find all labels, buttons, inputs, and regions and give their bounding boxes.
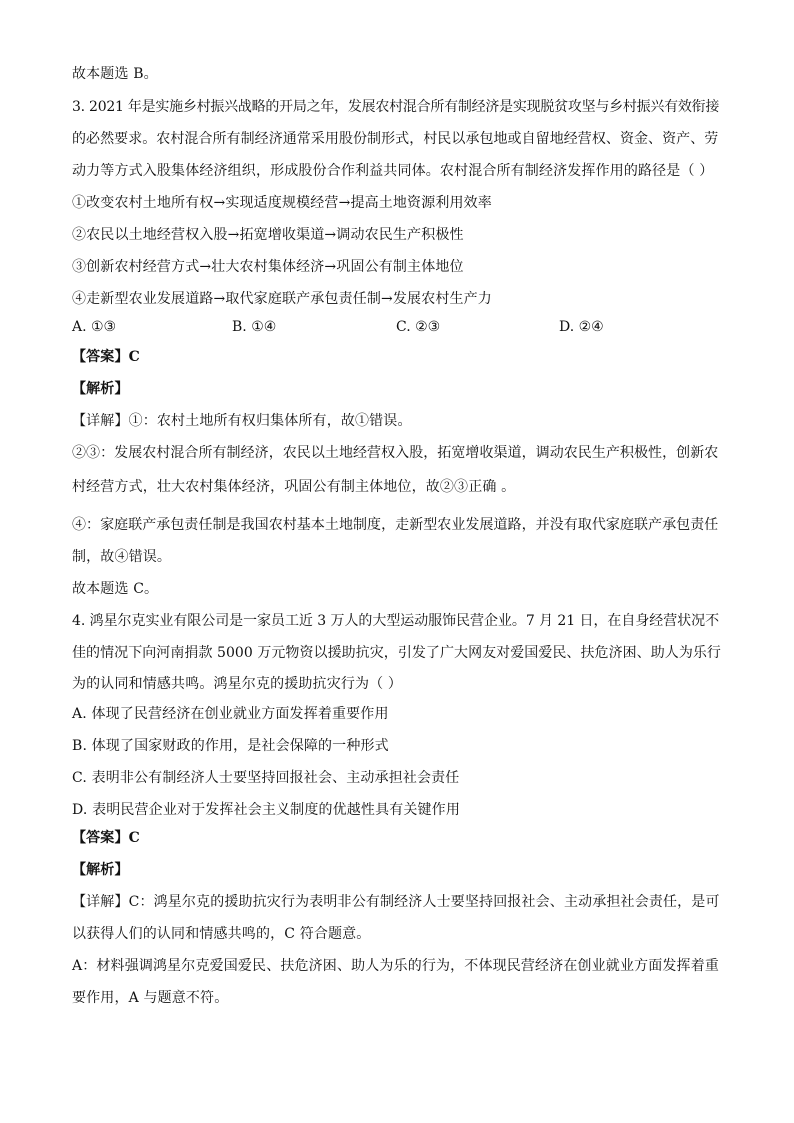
q4-analysis-heading: 【解析】 xyxy=(72,862,129,878)
q4-option-b: B. 体现了国家财政的作用，是社会保障的一种形式 xyxy=(72,738,389,754)
q4-stem-line-2: 佳的情况下向河南捐款 5000 万元物资以援助抗灾，引发了广大网友对爱国爱民、扶危济困、助人为乐行 xyxy=(72,645,721,661)
q4-detail-line-1: 【详解】C：鸿星尔克的援助抗灾行为表明非公有制经济人士要坚持回报社会、主动承担社会责任，是可 xyxy=(72,894,720,910)
q3-statement-4: ④走新型农业发展道路→取代家庭联产承包责任制→发展农村生产力 xyxy=(72,291,492,307)
q3-analysis-heading: 【解析】 xyxy=(72,381,129,397)
prev-question-conclusion: 故本题选 B。 xyxy=(72,66,158,82)
q3-answer: 【答案】C xyxy=(72,349,140,365)
q3-option-a: A. ①③ xyxy=(72,319,117,335)
q3-options-row xyxy=(72,317,722,337)
q3-detail-line-3: 村经营方式，壮大农村集体经济，巩固公有制主体地位，故②③正确 。 xyxy=(72,479,516,495)
q3-stem-line-2: 的必然要求。农村混合所有制经济通常采用股份制形式，村民以承包地或自留地经营权、资金、资产、劳 xyxy=(72,131,719,147)
q3-stem-line-3: 动力等方式入股集体经济组织，形成股份合作利益共同体。农村混合所有制经济发挥作用的路径是（ ） xyxy=(72,163,714,179)
q3-conclusion: 故本题选 C。 xyxy=(72,581,159,597)
q3-statement-1: ①改变农村土地所有权→实现适度规模经营→提高土地资源利用效率 xyxy=(72,195,492,211)
q4-detail-line-4: 要作用，A 与题意不符。 xyxy=(72,990,229,1006)
q3-detail-line-5: 制，故④错误。 xyxy=(72,549,172,565)
q4-option-c: C. 表明非公有制经济人士要坚持回报社会、主动承担社会责任 xyxy=(72,770,460,786)
q4-option-d: D. 表明民营企业对于发挥社会主义制度的优越性具有关键作用 xyxy=(72,802,460,818)
q4-answer: 【答案】C xyxy=(72,830,140,846)
q4-detail-line-2: 以获得人们的认同和情感共鸣的，C 符合题意。 xyxy=(72,926,371,942)
q3-option-d: D. ②④ xyxy=(559,319,604,335)
q3-detail-line-1: 【详解】①：农村土地所有权归集体所有，故①错误。 xyxy=(72,413,412,429)
q3-statement-2: ②农民以土地经营权入股→拓宽增收渠道→调动农民生产积极性 xyxy=(72,227,464,243)
q3-detail-line-4: ④：家庭联产承包责任制是我国农村基本土地制度，走新型农业发展道路，并没有取代家庭联产承包责任 xyxy=(72,517,719,533)
q4-stem-line-3: 为的认同和情感共鸣。鸿星尔克的援助抗灾行为（ ） xyxy=(72,676,403,692)
q3-statement-3: ③创新农村经营方式→壮大农村集体经济→巩固公有制主体地位 xyxy=(72,259,464,275)
q3-option-b: B. ①④ xyxy=(232,319,277,335)
q4-option-a: A. 体现了民营经济在创业就业方面发挥着重要作用 xyxy=(72,706,389,722)
q3-stem-line-1: 3. 2021 年是实施乡村振兴战略的开局之年，发展农村混合所有制经济是实现脱贫攻坚与乡村振兴有效衔接 xyxy=(72,99,720,115)
q3-detail-line-2: ②③：发展农村混合所有制经济，农民以土地经营权入股，拓宽增收渠道，调动农民生产积极性，创新农 xyxy=(72,445,719,461)
q4-stem-line-1: 4. 鸿星尔克实业有限公司是一家员工近 3 万人的大型运动服饰民营企业。7 月 21 日，在自身经营状况不 xyxy=(72,613,720,629)
q3-option-c: C. ②③ xyxy=(396,319,441,335)
q4-detail-line-3: A：材料强调鸿星尔克爱国爱民、扶危济困、助人为乐的行为，不体现民营经济在创业就业方面发挥着重 xyxy=(72,958,720,974)
